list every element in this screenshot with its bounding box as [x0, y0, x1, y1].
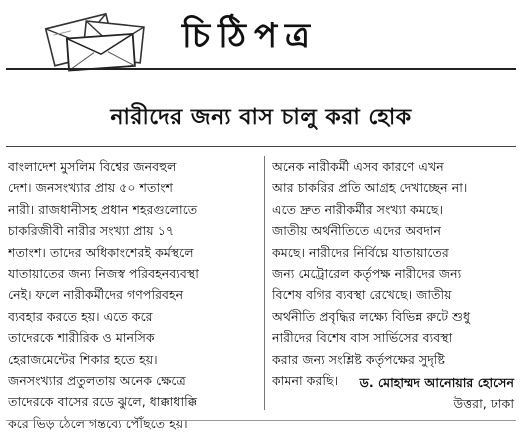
body-line: করে ভিড় ঠেলে গন্তব্যে পৌঁছতে হয়। — [8, 415, 188, 431]
body-line: চাকরিজীবী নারীর সংখ্যা প্রায় ১৭ — [8, 223, 175, 239]
masthead-divider — [6, 68, 516, 70]
body-line: জাতীয় অর্থনীতিতে এদের অবদান — [272, 223, 442, 239]
section-title: চিঠিপত্র — [182, 16, 319, 56]
body-line: হেরাজমেন্টের শিকার হতে হয়। — [8, 351, 158, 367]
body-line: দেশ। জনসংখ্যার প্রায় ৫০ শতাংশ — [8, 180, 173, 196]
body-line: নেই। ফলে নারীকর্মীদের গণপরিবহন — [8, 287, 184, 303]
body-line: তাদেরকে শারীরিক ও মানসিক — [8, 330, 155, 346]
headline-divider — [6, 146, 516, 147]
body-line: এতে দ্রুত নারীকর্মীর সংখ্যা কমছে। — [272, 201, 443, 217]
body-line: তাদেরকে বাসের রডে ঝুলে, ধাক্কাধাক্কি — [8, 394, 198, 410]
body-line: ব্যবহার করতে হয়। এতে করে — [8, 308, 153, 324]
bottom-divider — [6, 420, 516, 421]
author-name: ড. মোহাম্মদ আনোয়ার হোসেন — [359, 375, 514, 390]
letter-body-left-column — [8, 156, 258, 434]
letter-headline: নারীদের জন্য বাস চালু করা হোক — [110, 105, 412, 130]
body-line: জন্য মেট্রোরেল কর্তৃপক্ষ নারীদের জন্য — [272, 265, 462, 281]
body-line: বিশেষ বগির ব্যবস্থা রেখেছে। জাতীয় — [272, 287, 452, 303]
envelopes-icon — [44, 10, 164, 72]
body-line: নারী। রাজধানীসহ প্রধান শহরগুলোতে — [8, 201, 198, 217]
body-line: আর চাকরির প্রতি আগ্রহ দেখাচ্ছেন না। — [272, 180, 468, 196]
body-line: নারীদের বিশেষ বাস সার্ভিসের ব্যবস্থা — [272, 330, 453, 346]
letter-signature — [264, 372, 514, 414]
body-line: কমছে। নারীদের নির্বিঘ্নে যাতায়াতের — [272, 244, 449, 260]
body-line: শতাংশ। তাদের অধিকাংশেরই কর্মস্থলে — [8, 244, 194, 260]
body-line: অনেক নারীকর্মী এসব কারণে এখন — [272, 159, 444, 174]
masthead — [0, 0, 522, 92]
body-line: যাতায়াতের জন্য নিজস্ব পরিবহনব্যবস্থা — [8, 265, 199, 281]
body-line: কামনা করছি। — [272, 372, 339, 388]
body-line: বাংলাদেশ মুসলিম বিশ্বের জনবহুল — [8, 159, 177, 174]
body-line: করার জন্য সংশ্লিষ্ট কর্তৃপক্ষের সুদৃষ্টি — [272, 351, 445, 367]
body-line: জনসংখ্যার প্রতুলতায় অনেক ক্ষেত্রে — [8, 372, 186, 388]
author-location: উত্তরা, ঢাকা — [453, 396, 514, 411]
letter-body-right-column — [272, 156, 516, 391]
body-line: অর্থনীতি প্রবৃদ্ধির লক্ষ্যে বিভিন্ন রুটে শুধু — [272, 308, 470, 324]
